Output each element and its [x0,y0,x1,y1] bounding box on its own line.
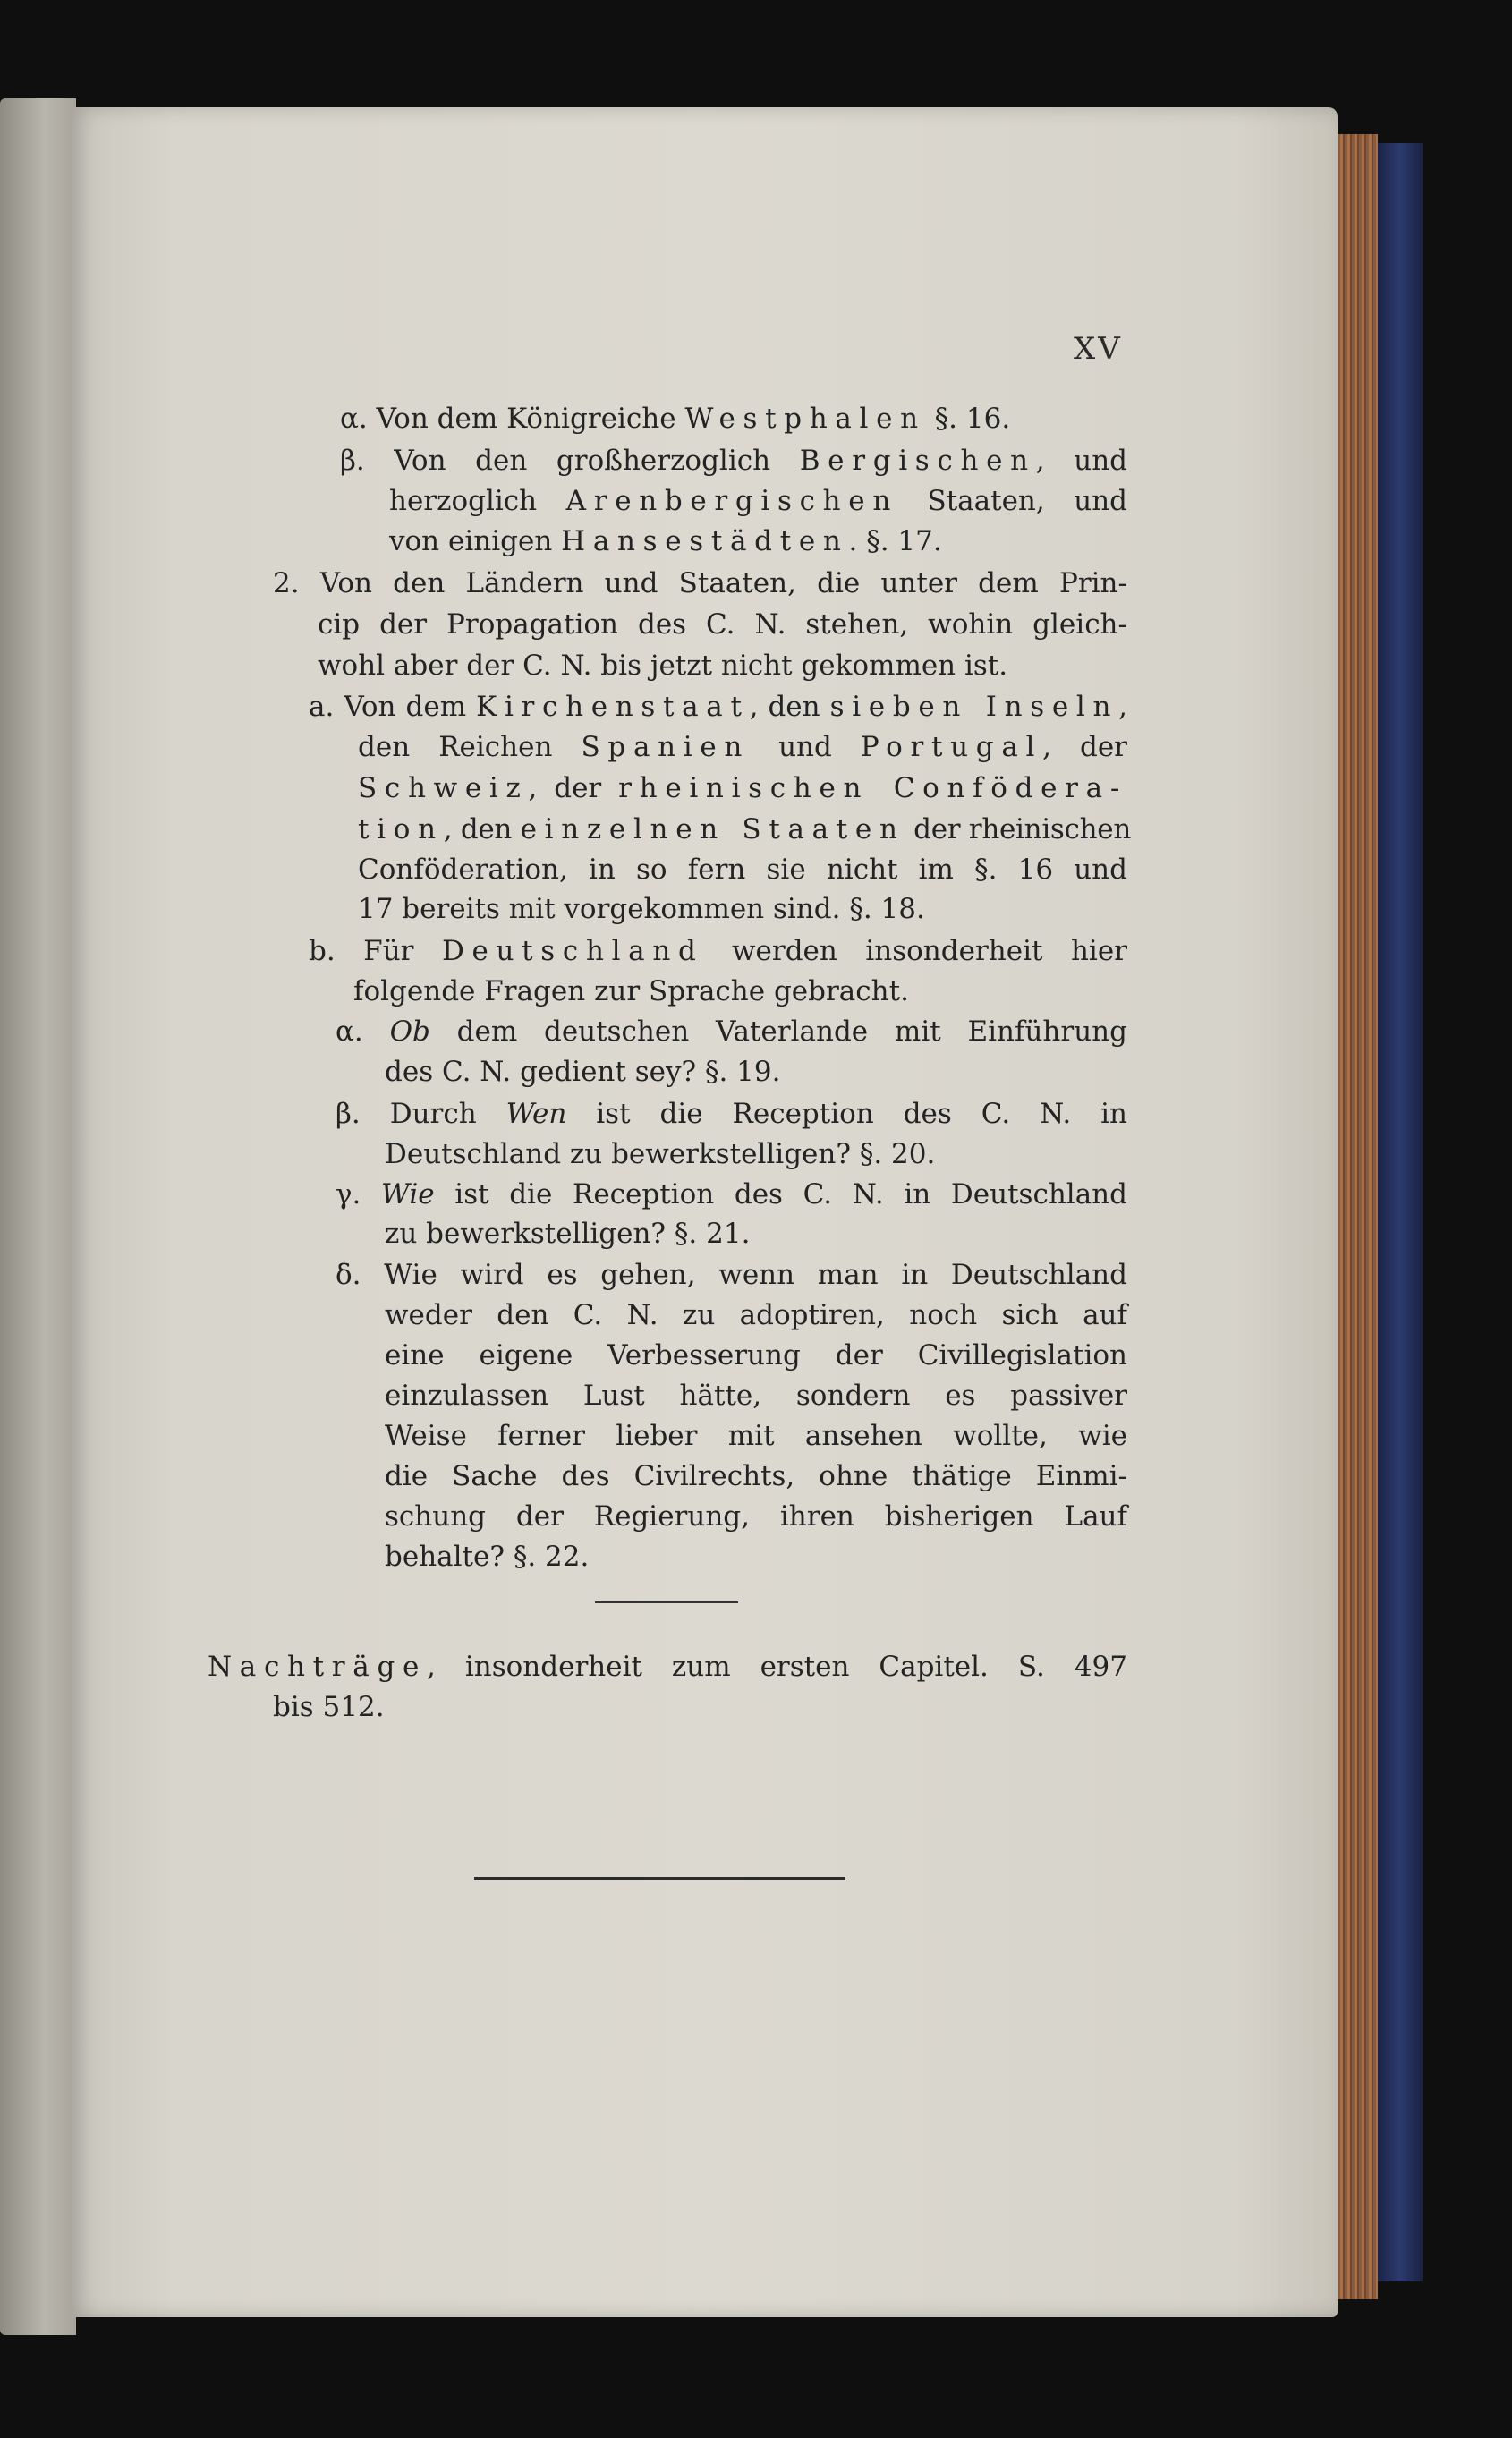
text-run: β. Durch [336,1098,506,1130]
text-run: 17 bereits mit vorgekommen sind. §. 18. [358,893,925,925]
text-line [358,772,1127,804]
text-line [358,731,1128,763]
text-run: , der [528,772,619,804]
text-run: und [750,731,861,763]
spaced-text: tion [358,813,444,845]
spaced-text: Spanien [581,731,751,763]
text-run: werden insonderheit hier [703,935,1127,967]
text-run: §. 16. [925,403,1011,435]
text-run: , den [749,691,830,723]
text-line [336,1178,1127,1211]
text-run: den Reichen [358,731,582,763]
text-run: weder den C. N. zu adoptiren, noch sich auf [385,1299,1127,1331]
text-run: Staaten, und [897,485,1128,517]
addenda-line [273,1691,385,1723]
text-line [318,608,1127,641]
text-line [385,1543,589,1571]
spaced-text: sieben Inseln [829,691,1119,723]
text-run: folgende Fragen zur Sprache gebracht. [353,975,909,1007]
text-line [353,975,909,1007]
text-run: Deutschland zu bewerkstelligen? §. 20. [385,1138,936,1170]
text-line [389,525,942,557]
text-line [358,856,1127,884]
text-line [385,1138,936,1170]
text-run: herzoglich [389,485,566,517]
text-run: α. [336,1015,390,1048]
text-run: eine eigene Verbesserung der Civillegislation [385,1339,1127,1372]
text-run: die Sache des Civilrechts, ohne thätige Einmi- [385,1460,1127,1492]
text-run: ist die Reception des C. N. in [566,1098,1127,1130]
text-run: b. Für [309,935,442,967]
spaced-text: Kirchenstaat [476,691,750,723]
text-run: schung der Regierung, ihren bisherigen Lauf [385,1500,1127,1533]
spaced-text: Deutschland [441,935,704,967]
text-line [336,1261,1127,1289]
text-line [358,893,925,925]
text-line [340,405,1010,433]
text-line [385,1339,1127,1372]
text-run: behalte? §. 22. [385,1541,590,1573]
text-run: ist die Reception des C. N. in Deutschland [434,1178,1127,1211]
text-line [385,1220,750,1248]
book-page [72,107,1338,2317]
spaced-text: Westphalen [684,403,926,435]
text-run: Weise ferner lieber mit ansehen wollte, wie [385,1420,1127,1452]
spaced-text: rheinischen Confödera- [618,772,1127,804]
end-rule [474,1877,845,1880]
text-line [336,1100,1127,1128]
text-run: Conföderation, in so fern sie nicht im §. 16 und [358,854,1127,886]
text-line [389,485,1128,517]
text-run: β. Von den großherzoglich [340,445,800,477]
text-run: , und [1035,445,1128,477]
page-edges [1338,134,1378,2299]
text-line [385,1299,1127,1331]
spaced-text: Arenbergischen [565,485,898,517]
text-run: bis 512. [273,1691,385,1723]
text-run: des C. N. gedient sey? §. 19. [385,1056,781,1088]
text-line [385,1058,780,1086]
text-line [340,447,1127,475]
text-line [385,1382,1127,1410]
text-line [309,935,1127,967]
spaced-text: einzelnen Staaten [520,813,905,845]
text-run: von einigen [389,525,562,557]
text-line [273,567,1127,599]
text-line [336,1015,1127,1048]
text-line [318,652,1007,680]
spaced-text: Nachträge [208,1651,428,1683]
book-cover [1378,143,1423,2281]
text-line [385,1420,1127,1452]
text-run: a. Von dem [309,691,477,723]
text-run: γ. [336,1178,382,1211]
page-number: XV [1074,331,1123,367]
text-run: dem deutschen Vaterlande mit Einführung [429,1015,1127,1048]
text-run: , insonderheit zum ersten Capitel. S. 497 [427,1651,1127,1683]
text-run: , [1118,691,1127,723]
spaced-text: Hansestädten [561,525,849,557]
text-run: wohl aber der C. N. bis jetzt nicht gekommen ist. [318,650,1008,682]
text-run: δ. Wie wird es gehen, wenn man in Deutschland [336,1259,1127,1291]
left-page-edge [0,98,76,2335]
text-run: α. Von dem Königreiche [340,403,685,435]
text-run: , den [443,813,521,845]
spaced-text: Schweiz [358,772,529,804]
text-run: 2. Von den Ländern und Staaten, die unter dem Prin- [273,567,1127,599]
addenda-line [208,1653,1127,1681]
text-run: cip der Propagation des C. N. stehen, wohin gleich- [318,608,1127,641]
italic-text: Wie [381,1178,435,1211]
spaced-text: Bergischen [799,445,1036,477]
text-run: einzulassen Lust hätte, sondern es passiver [385,1380,1127,1412]
text-line [385,1500,1127,1533]
italic-text: Wen [505,1098,567,1130]
text-run: , der [1042,731,1128,763]
text-line [309,693,1127,721]
section-divider [595,1601,738,1603]
text-run: der rheinischen [905,813,1131,845]
text-line [385,1460,1127,1492]
italic-text: Ob [389,1015,430,1048]
text-line [358,813,1131,845]
text-run: zu bewerkstelligen? §. 21. [385,1218,751,1250]
spaced-text: Portugal [860,731,1043,763]
text-run: . §. 17. [848,525,942,557]
